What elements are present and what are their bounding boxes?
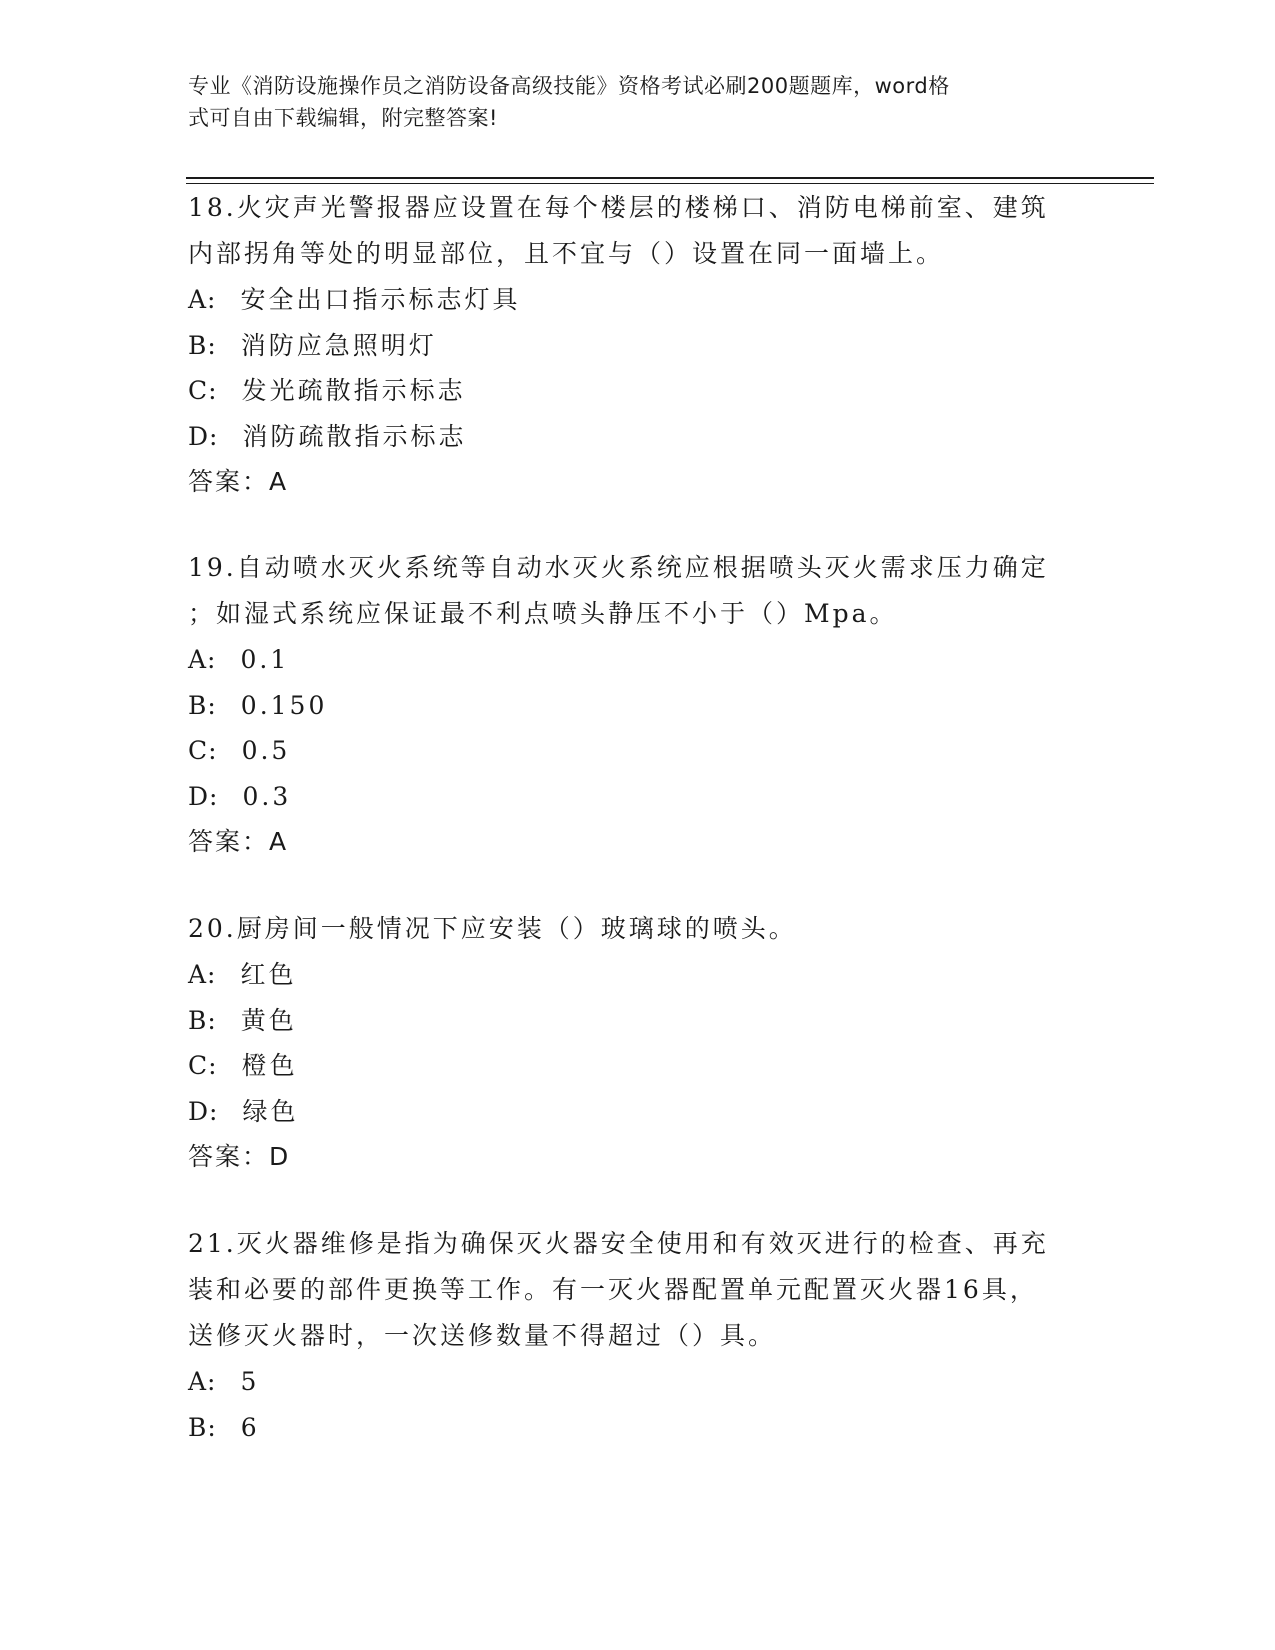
question-21 <box>188 1221 1088 1450</box>
option-d: D: 0.3 <box>188 781 292 811</box>
question-stem-line: 送修灭火器时，一次送修数量不得超过（）具。 <box>188 1321 777 1350</box>
header-divider-thick <box>186 177 1154 179</box>
question-stem-line: 18.火灾声光警报器应设置在每个楼层的楼梯口、消防电梯前室、建筑 <box>188 193 1049 222</box>
option-c: C: 0.5 <box>188 736 291 765</box>
option-a: A: 红色 <box>188 960 297 989</box>
question-stem-line: 20.厨房间一般情况下应安装（）玻璃球的喷头。 <box>188 914 797 943</box>
question-18 <box>188 185 1088 505</box>
option-c: C: 橙色 <box>188 1051 298 1080</box>
option-b: B: 0.150 <box>188 690 328 720</box>
header-line-2: 式可自由下载编辑，附完整答案! <box>188 106 498 130</box>
question-stem-line: 19.自动喷水灭火系统等自动水灭火系统应根据喷头灭火需求压力确定 <box>188 553 1049 582</box>
question-19 <box>188 545 1088 865</box>
option-d: D: 消防疏散指示标志 <box>188 421 467 451</box>
option-b: B: 6 <box>188 1412 260 1442</box>
option-a: A: 0.1 <box>188 645 290 674</box>
option-b: B: 消防应急照明灯 <box>188 330 437 360</box>
option-a: A: 5 <box>188 1367 260 1396</box>
option-b: B: 黄色 <box>188 1005 297 1035</box>
question-stem-line: 装和必要的部件更换等工作。有一灭火器配置单元配置灭火器16具， <box>188 1275 1038 1304</box>
question-stem-line: 21.灭火器维修是指为确保灭火器安全使用和有效灭进行的检查、再充 <box>188 1229 1049 1258</box>
option-d: D: 绿色 <box>188 1096 299 1126</box>
option-a: A: 安全出口指示标志灯具 <box>188 285 521 314</box>
document-header <box>188 70 1068 134</box>
answer-label: 答案：D <box>188 1142 291 1171</box>
header-line-1: 专业《消防设施操作员之消防设备高级技能》资格考试必刷200题题库，word格 <box>188 74 950 98</box>
header-divider-thin <box>186 183 1154 184</box>
question-stem-line: ；如湿式系统应保证最不利点喷头静压不小于（）Mpa。 <box>188 599 898 628</box>
option-c: C: 发光疏散指示标志 <box>188 376 466 405</box>
answer-label: 答案：A <box>188 467 289 496</box>
question-20 <box>188 906 1088 1180</box>
question-stem-line: 内部拐角等处的明显部位，且不宜与（）设置在同一面墙上。 <box>188 239 945 268</box>
answer-label: 答案：A <box>188 827 289 856</box>
